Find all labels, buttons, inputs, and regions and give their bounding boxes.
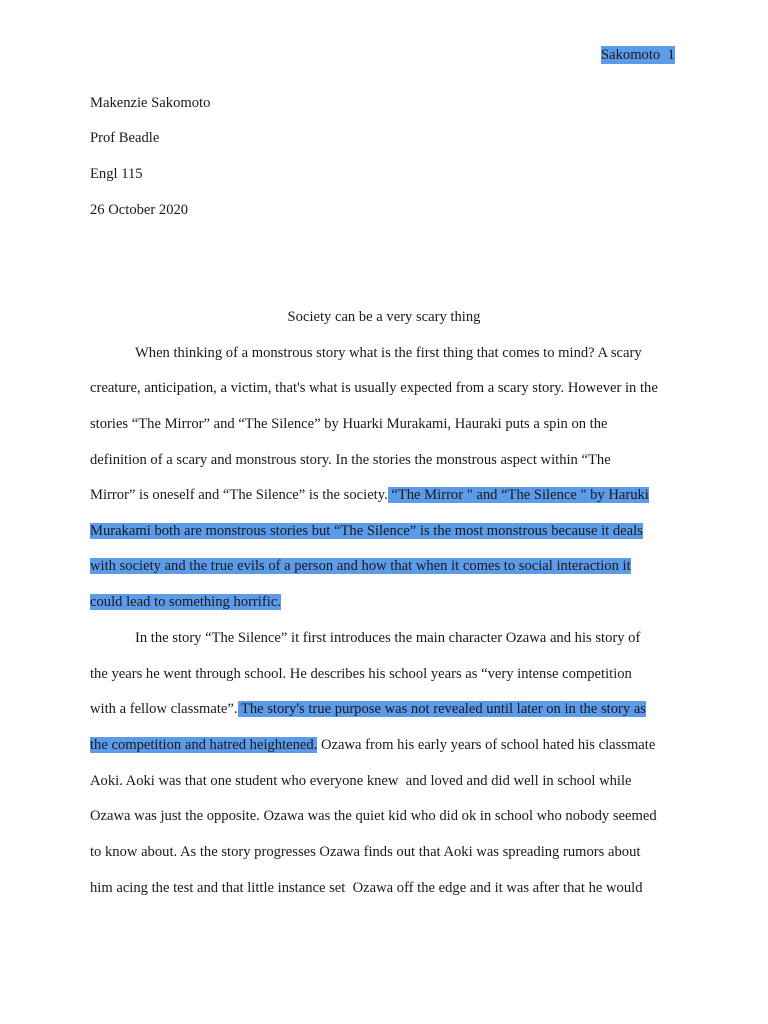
paragraph2-line: him acing the test and that little instance set Ozawa off the edge and it was after that he would <box>90 880 643 896</box>
paragraph2-line: Ozawa was just the opposite. Ozawa was the quiet kid who did ok in school who nobody seemed <box>90 808 657 824</box>
paragraph2-line: to know about. As the story progresses Ozawa finds out that Aoki was spreading rumors about <box>90 844 641 860</box>
highlighted-text: Murakami both are monstrous stories but “The Silence” is the most monstrous because it deals <box>90 523 643 539</box>
plain-text: with a fellow classmate”. <box>90 701 238 717</box>
paragraph1-line <box>90 522 643 540</box>
highlighted-text: with society and the true evils of a person and how that when it comes to social interaction it <box>90 558 631 574</box>
date: 26 October 2020 <box>90 202 189 218</box>
paragraph1-line <box>90 593 281 611</box>
paragraph1-line: definition of a scary and monstrous story. In the stories the monstrous aspect within “The <box>90 452 611 468</box>
highlighted-text: “The Mirror " and “The Silence " by Haruki <box>387 487 649 503</box>
paragraph2-line <box>90 700 646 718</box>
essay-title: Society can be a very scary thing <box>287 309 481 325</box>
paragraph2-line <box>90 736 655 754</box>
highlighted-text: the competition and hatred heightened. <box>90 737 318 753</box>
author-name: Makenzie Sakomoto <box>90 95 211 111</box>
running-head: Sakomoto 1 <box>601 47 675 63</box>
highlighted-text: could lead to something horrific. <box>90 594 281 610</box>
paragraph1-line <box>90 557 631 575</box>
plain-text: Ozawa from his early years of school hated his classmate <box>317 737 656 753</box>
paragraph1-line <box>90 486 649 504</box>
plain-text: Mirror” is oneself and “The Silence” is the society. <box>90 487 388 503</box>
course-name: Engl 115 <box>90 166 143 182</box>
paragraph1-line: When thinking of a monstrous story what is the first thing that comes to mind? A scary <box>135 345 642 361</box>
instructor-name: Prof Beadle <box>90 130 160 146</box>
paragraph1-line: creature, anticipation, a victim, that's what is usually expected from a scary story. However in the <box>90 380 658 396</box>
paragraph2-line: Aoki. Aoki was that one student who everyone knew and loved and did well in school while <box>90 773 632 789</box>
paragraph1-line: stories “The Mirror” and “The Silence” by Huarki Murakami, Hauraki puts a spin on the <box>90 416 608 432</box>
paragraph2-line: the years he went through school. He describes his school years as “very intense competition <box>90 666 632 682</box>
paragraph2-line: In the story “The Silence” it first introduces the main character Ozawa and his story of <box>135 630 641 646</box>
highlighted-text: The story's true purpose was not revealed until later on in the story as <box>237 701 646 717</box>
